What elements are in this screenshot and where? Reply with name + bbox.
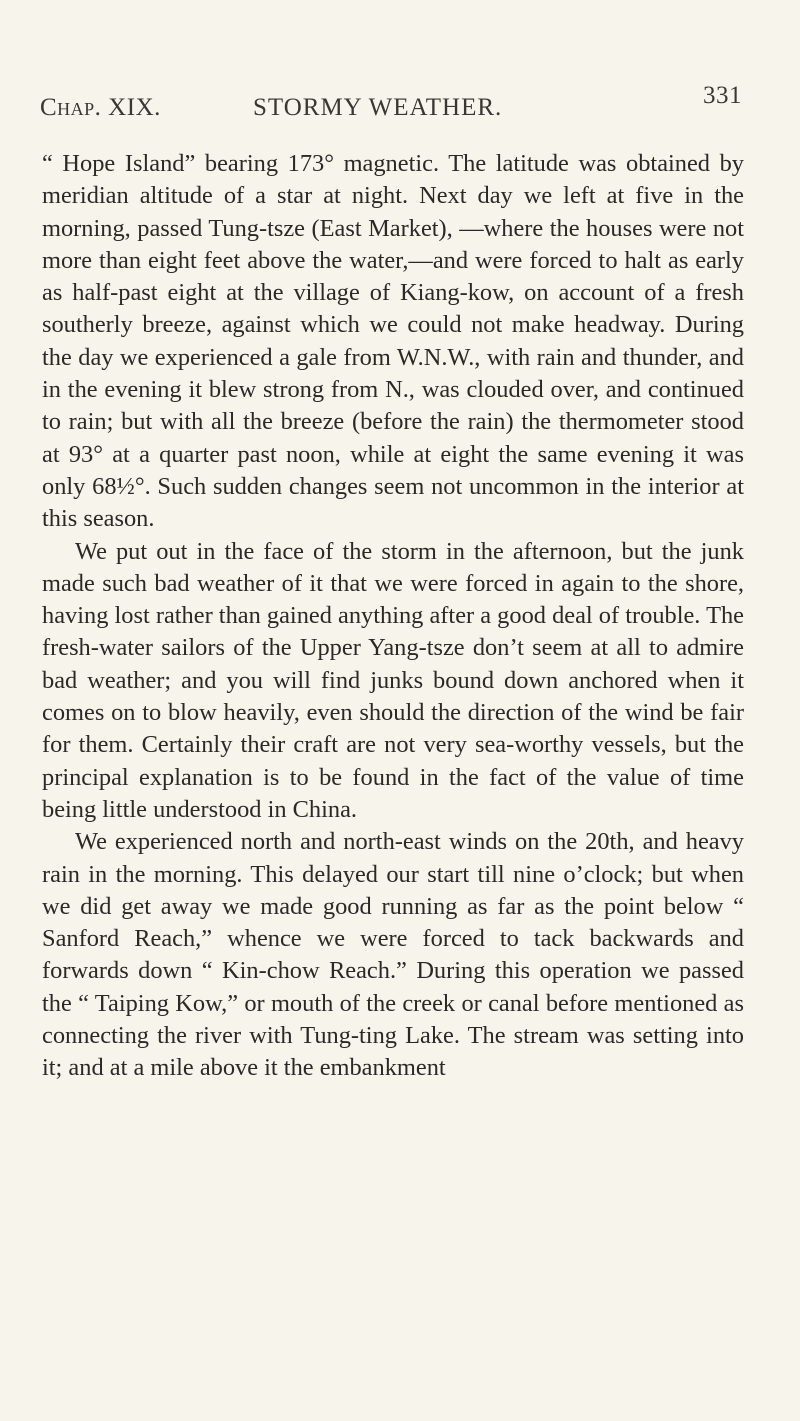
paragraph: “ Hope Island” bearing 173° magnetic. The latitude was obtained by meridian altitude of a star at night. Next day we left at five in the morning, passed Tung-tsze (East Market), —where the houses were not more than eight feet above the water,—and were forced to halt as early as half-past eight at the village of Kiang-kow, on account of a fresh southerly breeze, against which we could not make headway. During the day we experienced a gale from W.N.W., with rain and thunder, and in the evening it blew strong from N., was clouded over, and continued to rain; but with all the breeze (before the rain) the thermometer stood at 93° at a quarter past noon, while at eight the same evening it was only 68½°. Such sudden changes seem not uncommon in the interior at this season.: [42, 150, 744, 533]
body-text: [42, 148, 744, 1085]
running-title: STORMY WEATHER.: [253, 94, 503, 121]
paragraph: We put out in the face of the storm in the afternoon, but the junk made such bad weather of it that we were forced in again to the shore, having lost rather than gained anything after a good deal of trouble. The fresh-water sailors of the Upper Yang-tsze don’t seem at all to admire bad weather; and you will find junks bound down anchored when it comes on to blow heavily, even should the direction of the wind be fair for them. Certainly their craft are not very sea-worthy vessels, but the principal explanation is to be found in the fact of the value of time being little understood in China.: [42, 537, 744, 823]
paragraph: We experienced north and north-east winds on the 20th, and heavy rain in the morning. This delayed our start till nine o’clock; but when we did get away we made good running as far as the point below “ Sanford Reach,” whence we were forced to tack backwards and forwards down “ Kin-chow Reach.” During this operation we passed the “ Taiping Kow,” or mouth of the creek or canal before mentioned as connecting the river with Tung-ting Lake. The stream was setting into it; and at a mile above it the embankment: [42, 828, 744, 1082]
chapter-label: Chap. XIX.: [40, 94, 161, 121]
running-head: [40, 82, 742, 130]
page-number: 331: [703, 82, 742, 109]
